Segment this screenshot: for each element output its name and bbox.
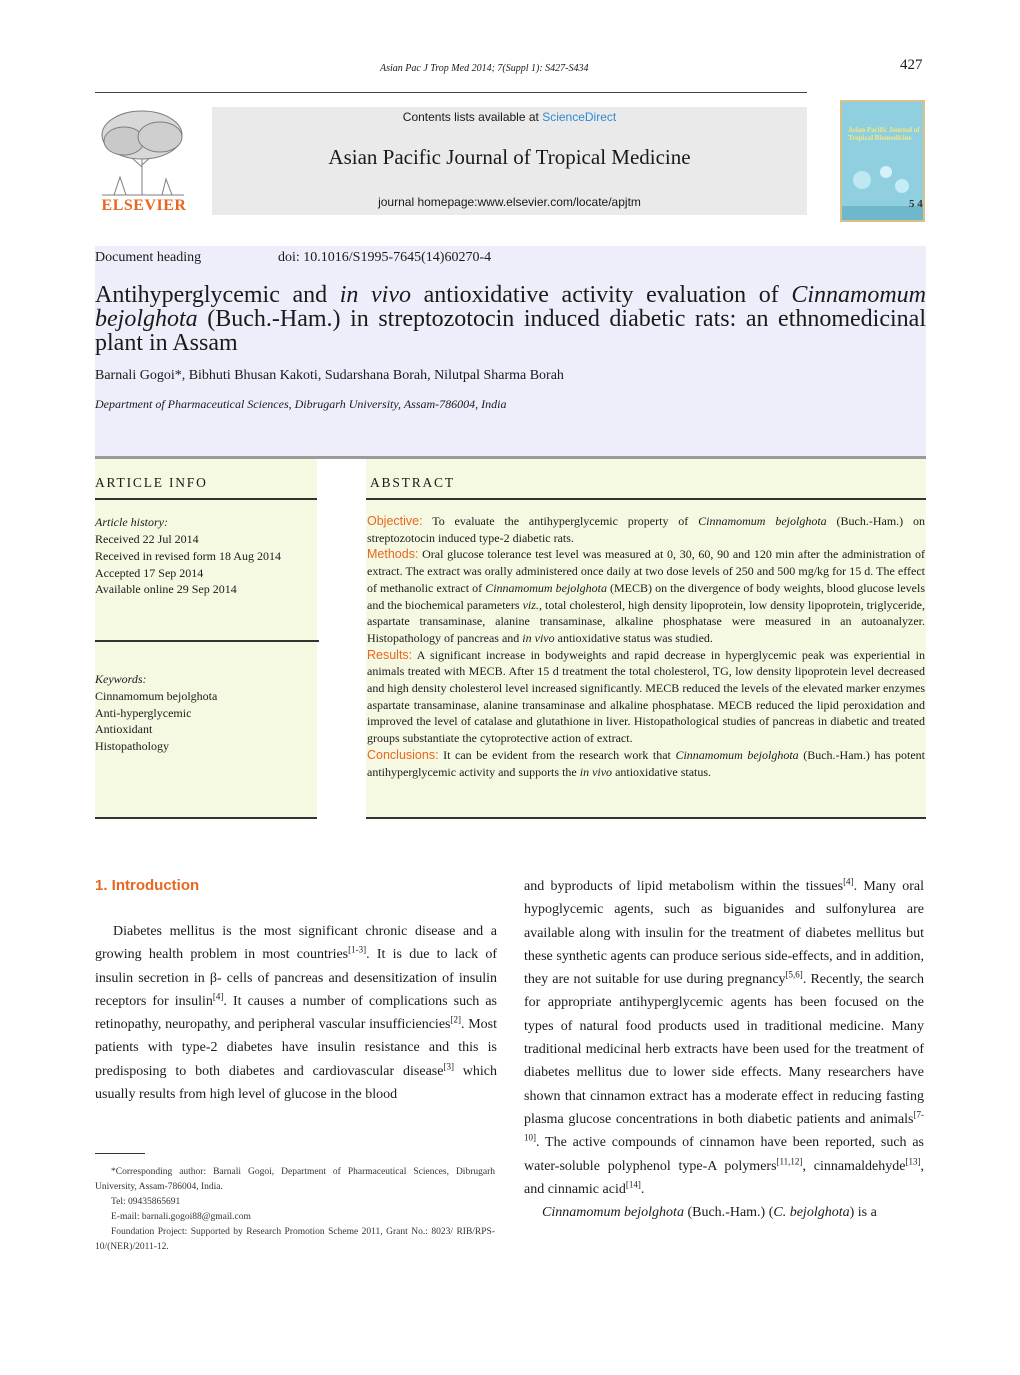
abstract-body bbox=[367, 513, 925, 780]
paragraph bbox=[524, 875, 924, 1201]
keyword-item: Cinnamomum bejolghota bbox=[95, 689, 218, 703]
journal-cover-image bbox=[840, 100, 925, 222]
header-rule bbox=[95, 92, 807, 93]
article-info-panel bbox=[95, 459, 317, 819]
history-item: Received in revised form 18 Aug 2014 bbox=[95, 549, 281, 563]
abstract-text: in vivo bbox=[579, 764, 613, 779]
paragraph bbox=[524, 1201, 924, 1224]
article-info-heading: ARTICLE INFO bbox=[95, 475, 208, 490]
footnote-rule bbox=[95, 1153, 145, 1154]
body-text: . bbox=[640, 1181, 645, 1197]
abstract-text: viz. bbox=[522, 597, 539, 612]
citation-ref[interactable]: [7-10] bbox=[524, 1109, 924, 1143]
divider bbox=[366, 498, 926, 500]
citation-ref[interactable]: [14] bbox=[625, 1179, 641, 1190]
title-species: Cinnamomum bejolghota bbox=[95, 282, 926, 332]
page-number: 427 bbox=[900, 57, 923, 73]
keyword-item: Antioxidant bbox=[95, 722, 153, 736]
footnotes bbox=[95, 1165, 495, 1255]
body-text: , and cinnamic acid bbox=[524, 1158, 924, 1197]
results-label: Results: bbox=[367, 647, 413, 662]
abstract-text: Oral glucose tolerance test level was measured at 0, 30, 60, 90 and 120 min after the administration of extract. The extract was orally administered once daily at two dose levels of 250 and 500 mg/kg for 15 d. The effect of methanolic extract of bbox=[367, 547, 925, 595]
title-part-1: Antihyperglycemic and bbox=[95, 282, 340, 308]
conclusions-label: Conclusions: bbox=[367, 747, 439, 762]
abstract-text: , total cholesterol, high density lipoprotein, low density lipoprotein, triglyceride, aspartate transaminase, alanine transaminase, alkaline phosphatase were measured in an autoanalyzer. Histopathology of pancreas and bbox=[367, 597, 925, 645]
cover-issue: 5 4 bbox=[909, 198, 923, 210]
cover-title: Asian Pacific Journal of Tropical Biomedicine bbox=[848, 126, 920, 142]
divider bbox=[95, 640, 319, 642]
body-column-left bbox=[95, 920, 497, 1106]
keyword-item: Histopathology bbox=[95, 739, 169, 753]
introduction-heading: 1. Introduction bbox=[95, 877, 200, 894]
article-doi[interactable]: doi: 10.1016/S1995-7645(14)60270-4 bbox=[278, 250, 492, 265]
citation-ref[interactable]: [4] bbox=[212, 991, 224, 1002]
body-text: and byproducts of lipid metabolism within the tissues bbox=[524, 879, 844, 894]
journal-citation: Asian Pac J Trop Med 2014; 7(Suppl 1): S427-S434 bbox=[380, 63, 589, 74]
author-affiliation: Department of Pharmaceutical Sciences, Dibrugarh University, Assam-786004, India bbox=[95, 397, 507, 411]
contents-prefix: Contents lists available at bbox=[402, 110, 543, 124]
abstract-panel bbox=[366, 459, 926, 819]
body-column-right bbox=[524, 875, 924, 1224]
species-name: C. bejolghota bbox=[773, 1205, 850, 1221]
citation-ref[interactable]: [4] bbox=[843, 876, 854, 887]
abstract-text: antioxidative status. bbox=[612, 764, 712, 779]
citation-ref[interactable]: [1-3] bbox=[348, 944, 367, 955]
history-label: Article history: bbox=[95, 515, 168, 529]
body-text: Diabetes mellitus is the most significant chronic disease and a growing health problem in most countries bbox=[95, 924, 497, 963]
body-text: . It causes a number of complications such as retinopathy, neuropathy, and peripheral vascular insufficiencies bbox=[95, 993, 498, 1033]
keyword-item: Anti-hyperglycemic bbox=[95, 706, 192, 720]
title-part-3: (Buch.-Ham.) in streptozotocin induced diabetic rats: an ethnomedicinal plant in Assam bbox=[95, 306, 926, 356]
methods-label: Methods: bbox=[367, 547, 419, 562]
journal-title: Asian Pacific Journal of Tropical Medicine bbox=[328, 145, 691, 169]
author-list: Barnali Gogoi*, Bibhuti Bhusan Kakoti, Sudarshana Borah, Nilutpal Sharma Borah bbox=[95, 368, 564, 383]
abstract-text: in vivo bbox=[522, 630, 555, 645]
foundation-note: Foundation Project: Supported by Research Promotion Scheme 2011, Grant No.: 8023/ RIB/RPS-10/(NER)/2011-12. bbox=[95, 1227, 495, 1252]
divider bbox=[95, 817, 317, 819]
body-text: (Buch.-Ham.) ( bbox=[683, 1205, 774, 1221]
contents-availability bbox=[212, 110, 807, 124]
abstract-text: To evaluate the antihyperglycemic property of bbox=[422, 514, 699, 528]
document-heading-label: Document heading bbox=[95, 250, 202, 265]
history-item: Received 22 Jul 2014 bbox=[95, 532, 199, 546]
species-name: Cinnamomum bejolghota bbox=[485, 580, 607, 595]
body-text: . The active compounds of cinnamon have been reported, such as water-soluble polyphenol type-A polymers bbox=[524, 1135, 924, 1174]
abstract-text: (Buch.-Ham.) on streptozotocin induced type-2 diabetic rats. bbox=[367, 514, 925, 545]
citation-ref[interactable]: [13] bbox=[905, 1155, 921, 1166]
history-item: Available online 29 Sep 2014 bbox=[95, 582, 237, 596]
paragraph bbox=[95, 920, 497, 1106]
abstract-text: A significant increase in bodyweights and rapid decrease in hyperglycemic peak was experiential in animals treated with MECB. After 15 d treatment the total cholesterol, TG, low density lipoprotein level decreased and high density cholesterol level increased significantly. MECB reduced the levels of the elevated marker enzymes aspartate transaminase, alanine transaminase and alkaline phosphatase. MECB reduced the lipid peroxidation and improved the level of catalase and glutathione in liver. Histopathological studies of pancreas in diabetic and treated groups substantiate the cytoprotective action of extract. bbox=[367, 647, 925, 746]
body-text: . Most patients with type-2 diabetes have insulin resistance and this is predisposing to both diabetes and cardiovascular disease bbox=[95, 1017, 497, 1079]
citation-ref[interactable]: [2] bbox=[450, 1014, 461, 1025]
history-item: Accepted 17 Sep 2014 bbox=[95, 566, 204, 580]
species-name: Cinnamomum bejolghota bbox=[698, 514, 827, 528]
divider bbox=[366, 817, 926, 819]
keywords-label: Keywords: bbox=[95, 672, 147, 686]
title-italic-1: in vivo bbox=[339, 282, 411, 308]
body-text: . It is due to lack of insulin secretion in β- cells of pancreas and desensitization of insulin receptors for insulin bbox=[95, 947, 497, 1009]
body-text: ) is a bbox=[849, 1205, 877, 1221]
publisher-wordmark: ELSEVIER bbox=[101, 197, 187, 214]
author-email[interactable]: E-mail: barnali.gogoi88@gmail.com bbox=[111, 1212, 251, 1222]
article-heading-band bbox=[95, 246, 926, 456]
citation-ref[interactable]: [5,6] bbox=[785, 969, 803, 980]
article-title bbox=[95, 283, 926, 355]
author-telephone: Tel: 09435865691 bbox=[111, 1197, 181, 1207]
body-text: . Recently, the search for appropriate antihyperglycemic agents has been focused on the types of natural food products used in traditional medicine. Many traditional medicinal herb extracts have been used for the treatment of diabetes mellitus due to lower side effects. Many researchers have shown that cinnamon extract has a moderate effect in reducing fasting plasma glucose concentrations in both diabetic patients and animals bbox=[524, 972, 924, 1127]
body-text: . Many oral hypoglycemic agents, such as biguanides and sulfonylurea are available along with insulin for the treatment of diabetes mellitus but these synthetic agents can produce serious side-effects, and in addition, they are not suitable for use during pregnancy bbox=[524, 879, 924, 988]
species-name: Cinnamomum bejolghota bbox=[542, 1205, 684, 1221]
body-text: which usually results from high level of glucose in the blood bbox=[95, 1063, 497, 1103]
sciencedirect-link[interactable]: ScienceDirect bbox=[542, 110, 617, 124]
abstract-text: (MECB) on the divergence of body weights, blood glucose levels and the biochemical parameters bbox=[367, 580, 925, 612]
citation-ref[interactable]: [3] bbox=[443, 1061, 454, 1072]
abstract-heading: ABSTRACT bbox=[370, 475, 455, 490]
title-part-2: antioxidative activity evaluation of bbox=[411, 282, 792, 308]
abstract-text: (Buch.-Ham.) has potent antihyperglycemic activity and supports the bbox=[367, 747, 925, 779]
journal-banner bbox=[212, 107, 807, 215]
corresponding-author-note: *Corresponding author: Barnali Gogoi, Department of Pharmaceutical Sciences, Dibrugarh University, Assam-786004, India. bbox=[95, 1167, 495, 1192]
species-name: Cinnamomum bejolghota bbox=[675, 747, 799, 762]
abstract-text: It can be evident from the research work that bbox=[438, 747, 676, 762]
body-text: , cinnamaldehyde bbox=[802, 1158, 906, 1174]
citation-ref[interactable]: [11,12] bbox=[776, 1155, 803, 1166]
abstract-text: antioxidative status was studied. bbox=[554, 630, 713, 645]
journal-homepage[interactable]: journal homepage:www.elsevier.com/locate/apjtm bbox=[378, 195, 641, 209]
divider bbox=[95, 498, 317, 500]
objective-label: Objective: bbox=[367, 514, 423, 528]
